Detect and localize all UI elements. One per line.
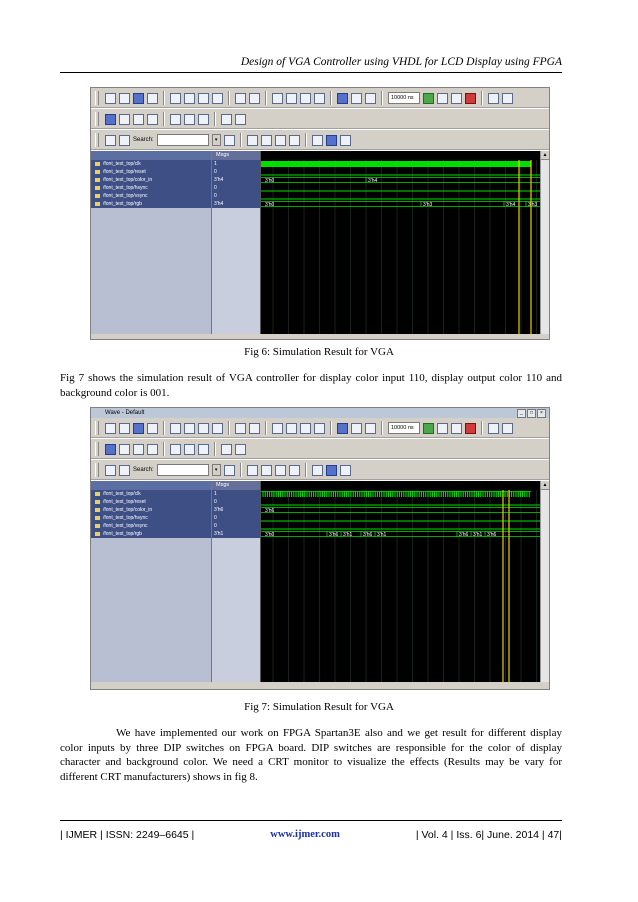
- minimize-icon[interactable]: _: [517, 409, 526, 418]
- new-file-icon[interactable]: [105, 423, 116, 434]
- signal-port-icon: [95, 170, 100, 174]
- signal-name: /font_test_top/rgb: [103, 531, 142, 537]
- page-footer: [60, 829, 562, 841]
- signal-value: 0: [212, 498, 260, 506]
- search-dropdown-icon[interactable]: ▾: [212, 464, 221, 476]
- open-file-icon[interactable]: [119, 93, 130, 104]
- signal-row[interactable]: [91, 184, 211, 192]
- signal-row[interactable]: [91, 522, 211, 530]
- search-dropdown-icon[interactable]: ▾: [212, 134, 221, 146]
- restart-icon[interactable]: [365, 93, 376, 104]
- rgb-bus-label: 3'h0: [265, 202, 275, 208]
- rgb-bus-label: 3'h6: [329, 532, 339, 538]
- signal-name: /font_test_top/reset: [103, 499, 146, 505]
- wave-window-title: Wave - Default: [105, 410, 145, 416]
- signal-port-icon: [95, 202, 100, 206]
- find-next-icon[interactable]: [105, 465, 116, 476]
- scroll-up-icon[interactable]: ▲: [542, 152, 548, 158]
- fig7-toolbar-2: [91, 439, 549, 460]
- step-icon[interactable]: [337, 93, 348, 104]
- fig6-wave-area: [91, 151, 549, 334]
- signal-port-icon: [95, 524, 100, 528]
- prev-edge-icon[interactable]: [184, 114, 195, 125]
- signal-name: /font_test_top/clk: [103, 491, 141, 497]
- print-icon[interactable]: [147, 93, 158, 104]
- zoom-layout-icon[interactable]: [488, 423, 499, 434]
- signal-value: 0: [212, 192, 260, 200]
- zoom-out-icon[interactable]: [261, 465, 272, 476]
- table-icon[interactable]: [300, 423, 311, 434]
- vertical-scrollbar[interactable]: [540, 151, 549, 334]
- find-icon[interactable]: [235, 423, 246, 434]
- close-icon[interactable]: ×: [537, 409, 546, 418]
- color-in-bus-label: 3'h0: [265, 178, 275, 184]
- zoom-out-icon[interactable]: [261, 135, 272, 146]
- signal-name: /font_test_top/vsync: [103, 193, 148, 199]
- cursor-down-icon[interactable]: [119, 444, 130, 455]
- restart-icon[interactable]: [365, 423, 376, 434]
- cursor-down-icon[interactable]: [119, 114, 130, 125]
- maximize-icon[interactable]: □: [527, 409, 536, 418]
- signal-name: /font_test_top/color_in: [103, 177, 153, 183]
- fig7-waveforms: [261, 490, 541, 682]
- signal-port-icon: [95, 186, 100, 190]
- step-icon[interactable]: [337, 423, 348, 434]
- signal-port-icon: [95, 508, 100, 512]
- step-over-icon[interactable]: [351, 93, 362, 104]
- cursor-right-icon[interactable]: [147, 444, 158, 455]
- run-all-icon[interactable]: [451, 423, 462, 434]
- signal-value: 1: [212, 490, 260, 498]
- signal-row[interactable]: [91, 514, 211, 522]
- names-column-header: [91, 481, 211, 490]
- cursor-left-icon[interactable]: [133, 114, 144, 125]
- dataflow-icon[interactable]: [314, 93, 325, 104]
- signal-row[interactable]: [91, 506, 211, 514]
- search-options-icon[interactable]: [224, 135, 235, 146]
- rgb-bus-label: 3'h0: [265, 532, 275, 538]
- signal-value: 0: [212, 522, 260, 530]
- search-label: Search:: [133, 137, 154, 143]
- compile-all-icon[interactable]: [286, 423, 297, 434]
- search-label: Search:: [133, 467, 154, 473]
- signal-port-icon: [95, 500, 100, 504]
- delete-cursor-icon[interactable]: [235, 114, 246, 125]
- signal-value: 0: [212, 168, 260, 176]
- rgb-bus-label: 3'h6: [363, 532, 373, 538]
- signal-names-pane: [91, 151, 212, 334]
- header-rule: [60, 72, 562, 73]
- fig7-intro-paragraph: Fig 7 shows the simulation result of VGA controller for display color input 110, display output color 110 and background color is 001.: [60, 372, 562, 399]
- signal-row[interactable]: [91, 160, 211, 168]
- compile-all-icon[interactable]: [286, 93, 297, 104]
- signal-port-icon: [95, 492, 100, 496]
- search-input[interactable]: [157, 464, 209, 476]
- cursor-up-icon[interactable]: [105, 114, 116, 125]
- zoom-full-icon[interactable]: [275, 135, 286, 146]
- signal-value: 3'h4: [212, 176, 260, 184]
- signal-value: 3'h4: [212, 200, 260, 208]
- fig7-caption: Fig 7: Simulation Result for VGA: [244, 701, 394, 713]
- wave-window-titlebar: [91, 408, 549, 418]
- edge-select-icon[interactable]: [198, 114, 209, 125]
- save-icon[interactable]: [133, 93, 144, 104]
- signal-values-pane: [212, 481, 261, 682]
- table-icon[interactable]: [300, 93, 311, 104]
- fig6-toolbar-3: [91, 130, 549, 151]
- zoom-full-icon[interactable]: [275, 465, 286, 476]
- body-paragraph: We have implemented our work on FPGA Spartan3E also and we get result for different display color inputs by three DIP switches on FPGA board. DIP switches are responsible for the color of display character and background color. We need a CRT monitor to visualize the effects (Results may be vary for different CRT manufacturers) shows in fig 8.: [60, 727, 562, 783]
- signal-port-icon: [95, 516, 100, 520]
- signal-value: 1: [212, 160, 260, 168]
- compile-icon[interactable]: [272, 93, 283, 104]
- zoom-in-icon[interactable]: [247, 465, 258, 476]
- fig6-toolbar-1: [91, 88, 549, 109]
- signal-port-icon: [95, 178, 100, 182]
- signal-name: /font_test_top/clk: [103, 161, 141, 167]
- wave-event-icon[interactable]: [340, 135, 351, 146]
- run-length-input[interactable]: 10000 ns: [388, 422, 420, 434]
- fig7-toolbar-3: [91, 460, 549, 481]
- open-file-icon[interactable]: [119, 423, 130, 434]
- find-prev-icon[interactable]: [119, 465, 130, 476]
- prev-edge-icon[interactable]: [184, 444, 195, 455]
- scroll-up-icon[interactable]: ▲: [542, 482, 548, 488]
- wave-logic-icon[interactable]: [326, 465, 337, 476]
- signal-row[interactable]: [91, 498, 211, 506]
- cut-icon[interactable]: [170, 93, 181, 104]
- run-continue-icon[interactable]: [437, 423, 448, 434]
- signal-name: /font_test_top/reset: [103, 169, 146, 175]
- fig7-simulation-window: [90, 407, 550, 690]
- save-icon[interactable]: [133, 423, 144, 434]
- run-all-icon[interactable]: [451, 93, 462, 104]
- cursor-right-icon[interactable]: [147, 114, 158, 125]
- undo-icon[interactable]: [212, 423, 223, 434]
- step-over-icon[interactable]: [351, 423, 362, 434]
- wave-literal-icon[interactable]: [312, 135, 323, 146]
- fig6-waveforms: [261, 160, 541, 334]
- fig6-caption: Fig 6: Simulation Result for VGA: [244, 346, 394, 358]
- binoculars-icon[interactable]: [249, 93, 260, 104]
- delete-cursor-icon[interactable]: [235, 444, 246, 455]
- signal-value: 0: [212, 184, 260, 192]
- signal-row[interactable]: [91, 176, 211, 184]
- print-icon[interactable]: [147, 423, 158, 434]
- fig7-wave-area: [91, 481, 549, 682]
- find-prev-icon[interactable]: [119, 135, 130, 146]
- cut-icon[interactable]: [170, 423, 181, 434]
- zoom-cursor-icon[interactable]: [289, 465, 300, 476]
- signal-value: 3'h6: [212, 506, 260, 514]
- signal-value: 3'h1: [212, 530, 260, 538]
- copy-icon[interactable]: [184, 423, 195, 434]
- new-file-icon[interactable]: [105, 93, 116, 104]
- break-icon[interactable]: [465, 93, 476, 104]
- search-input[interactable]: [157, 134, 209, 146]
- fig6-simulation-window: [90, 87, 550, 340]
- run-icon[interactable]: [423, 93, 434, 104]
- insert-cursor-icon[interactable]: [221, 114, 232, 125]
- signal-row[interactable]: [91, 200, 211, 208]
- cursor-left-icon[interactable]: [133, 444, 144, 455]
- rgb-bus-label: 3'h1: [473, 532, 483, 538]
- next-edge-icon[interactable]: [170, 444, 181, 455]
- signal-name: /font_test_top/hsync: [103, 515, 148, 521]
- signal-port-icon: [95, 194, 100, 198]
- rgb-bus-label: 3'h1: [343, 532, 353, 538]
- footer-volume: | Vol. 4 | Iss. 6| June. 2014 | 47|: [415, 829, 562, 841]
- clk-waveform: [261, 161, 531, 167]
- footer-rule: [60, 820, 562, 821]
- undo-icon[interactable]: [212, 93, 223, 104]
- signal-name: /font_test_top/color_in: [103, 507, 153, 513]
- compile-icon[interactable]: [272, 423, 283, 434]
- running-header: Design of VGA Controller using VHDL for LCD Display using FPGA: [240, 56, 562, 68]
- dataflow-icon[interactable]: [314, 423, 325, 434]
- run-length-input[interactable]: 10000 ns: [388, 92, 420, 104]
- next-edge-icon[interactable]: [170, 114, 181, 125]
- rgb-bus-label: 3'h6: [459, 532, 469, 538]
- binoculars-icon[interactable]: [249, 423, 260, 434]
- fig7-toolbar-1: [91, 418, 549, 439]
- rgb-bus-label: 3'h1: [377, 532, 387, 538]
- find-icon[interactable]: [235, 93, 246, 104]
- rgb-bus-label: 3'h6: [487, 532, 497, 538]
- wave-literal-icon[interactable]: [312, 465, 323, 476]
- zoom-cursor-icon[interactable]: [289, 135, 300, 146]
- rgb-bus-label: 3'h3: [423, 202, 433, 208]
- insert-cursor-icon[interactable]: [221, 444, 232, 455]
- fig6-toolbar-2: [91, 109, 549, 130]
- signal-row[interactable]: [91, 168, 211, 176]
- signal-port-icon: [95, 532, 100, 536]
- wave-logic-icon[interactable]: [326, 135, 337, 146]
- signal-name: /font_test_top/vsync: [103, 523, 148, 529]
- msgs-column-header: Msgs: [212, 151, 260, 160]
- run-continue-icon[interactable]: [437, 93, 448, 104]
- rgb-bus-label: 3'h4: [506, 202, 516, 208]
- signal-row[interactable]: [91, 192, 211, 200]
- color-in-bus-label: 3'h6: [265, 508, 275, 514]
- signal-name: /font_test_top/hsync: [103, 185, 148, 191]
- signal-row[interactable]: [91, 490, 211, 498]
- cursor-up-icon[interactable]: [105, 444, 116, 455]
- paste-icon[interactable]: [198, 423, 209, 434]
- memory-icon[interactable]: [502, 423, 513, 434]
- memory-icon[interactable]: [502, 93, 513, 104]
- copy-icon[interactable]: [184, 93, 195, 104]
- zoom-in-icon[interactable]: [247, 135, 258, 146]
- vertical-scrollbar[interactable]: [540, 481, 549, 682]
- signal-names-pane: [91, 481, 212, 682]
- wave-event-icon[interactable]: [340, 465, 351, 476]
- signal-values-pane: [212, 151, 261, 334]
- edge-select-icon[interactable]: [198, 444, 209, 455]
- signal-value: 0: [212, 514, 260, 522]
- waveform-graph[interactable]: [261, 160, 541, 334]
- signal-name: /font_test_top/rgb: [103, 201, 142, 207]
- names-column-header: [91, 151, 211, 160]
- rgb-bus-label: 3'h3: [528, 202, 538, 208]
- run-icon[interactable]: [423, 423, 434, 434]
- paste-icon[interactable]: [198, 93, 209, 104]
- msgs-column-header: Msgs: [212, 481, 260, 490]
- find-next-icon[interactable]: [105, 135, 116, 146]
- zoom-layout-icon[interactable]: [488, 93, 499, 104]
- signal-port-icon: [95, 162, 100, 166]
- footer-issn: | IJMER | ISSN: 2249–6645 |: [60, 829, 195, 841]
- signal-row[interactable]: [91, 530, 211, 538]
- waveform-graph[interactable]: [261, 490, 541, 682]
- search-options-icon[interactable]: [224, 465, 235, 476]
- color-in-bus-label: 3'h4: [368, 178, 378, 184]
- footer-website-link[interactable]: www.ijmer.com: [270, 829, 340, 840]
- break-icon[interactable]: [465, 423, 476, 434]
